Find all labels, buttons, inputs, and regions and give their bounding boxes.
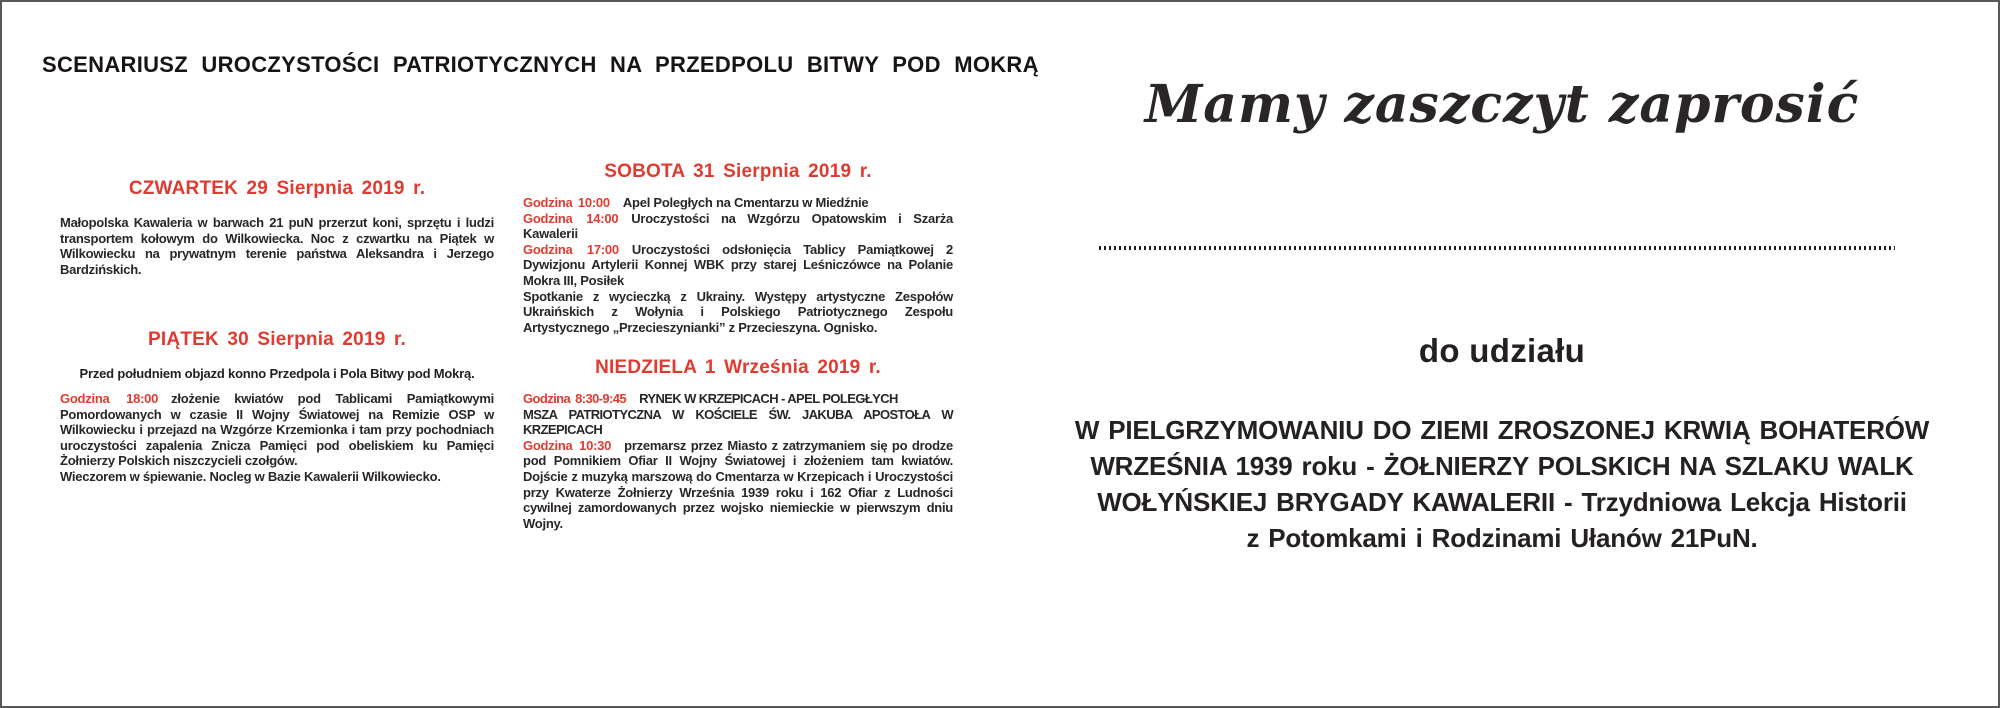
invitation-body-line: WRZEŚNIA 1939 roku - ŻOŁNIERZY POLSKICH NA SZLAKU WALK xyxy=(1090,451,1914,481)
schedule-entry xyxy=(523,391,953,407)
invitation-body-line: z Potomkami i Rodzinami Ułanów 21PuN. xyxy=(1246,523,1758,553)
entry-time: Godzina 18:00 xyxy=(60,391,159,406)
entry-text: Apel Poległych na Cmentarzu w Miedźnie xyxy=(622,195,869,210)
entry-time: Godzina 10:00 xyxy=(523,195,610,210)
schedule-entry xyxy=(523,242,953,289)
day-heading-niedziela: NIEDZIELA 1 Września 2019 r. xyxy=(595,357,881,378)
invitation-body-line: W PIELGRZYMOWANIU DO ZIEMI ZROSZONEJ KRWIĄ BOHATERÓW xyxy=(1074,415,1930,445)
entry-text: Uroczystości na Wzgórzu Opatowskim i Szarża Kawalerii xyxy=(523,210,953,242)
entry-text: przemarsz przez Miasto z zatrzymaniem się po drodze pod Pomnikiem Ofiar II Wojny Światowej i złożeniem tam kwiatów. Dojście z muzyką marszową do Cmentarza w Krzepicach i Uroczystości przy Kwaterze Żołnierzy Września 1939 roku i 162 Ofiar z Ludności cywilnej zamordowanych przez wojsko niemieckie w pierwszym dniu Wojny. xyxy=(523,437,953,531)
invitation-subheading: do udziału xyxy=(1418,332,1586,369)
entry-text: złożenie kwiatów pod Tablicami Pamiątkowymi Pomordowanych w czasie II Wojny Światowej na Remizie OSP w Wilkowiecku i przejazd na Wzgórze Krzemionka i tam przy pochodniach uroczystości zapalenia Znicza Pamięci pod obeliskiem ku Pamięci Żołnierzy Polskich niszczycieli czołgów. xyxy=(60,391,495,469)
entry-time: Godzina 14:00 xyxy=(523,210,619,226)
schedule-entry xyxy=(523,438,953,532)
day-heading-piatek: PIĄTEK 30 Sierpnia 2019 r. xyxy=(148,329,406,350)
document-title: SCENARIUSZ UROCZYSTOŚCI PATRIOTYCZNYCH NA PRZEDPOLU BITWY POD MOKRĄ xyxy=(42,52,1039,77)
day-intro: Przed południem objazd konno Przedpola i Pola Bitwy pod Mokrą. xyxy=(79,366,475,381)
schedule-entry xyxy=(60,391,494,469)
day-section-piatek xyxy=(60,329,494,485)
schedule-entry xyxy=(60,215,494,277)
entry-time: Godzina 8:30-9:45 xyxy=(523,391,627,406)
schedule-entry xyxy=(523,211,953,242)
invitation-body xyxy=(1032,412,1972,556)
entry-text: Małopolska Kawaleria w barwach 21 puN przerzut koni, sprzętu i ludzi transportem kołowym do Wilkowiecka. Noc z czwartku na Piątek w Wilkowiecku na prywatnym terenie państwa Aleksandra i Jerzego Bardzińskich. xyxy=(60,215,494,277)
entry-time: Godzina 10:30 xyxy=(523,437,612,453)
entry-text: RYNEK W KRZEPICACH - APEL POLEGŁYCH xyxy=(639,391,898,406)
day-section-sobota xyxy=(523,161,953,335)
schedule-entry xyxy=(523,407,953,438)
invitation-body-line: WOŁYŃSKIEJ BRYGADY KAWALERII - Trzydniowa Lekcja Historii xyxy=(1097,487,1907,517)
schedule-entry xyxy=(60,469,494,485)
invitation-panel xyxy=(1032,2,1972,708)
schedule-entry xyxy=(523,195,953,211)
day-section-czwartek xyxy=(60,178,494,277)
day-section-niedziela xyxy=(523,357,953,531)
invitation-script-heading: Mamy zaszczyt zaprosić xyxy=(1144,74,1860,135)
day-heading-sobota: SOBOTA 31 Sierpnia 2019 r. xyxy=(604,161,872,182)
schedule-entry xyxy=(523,289,953,336)
day-heading-czwartek: CZWARTEK 29 Sierpnia 2019 r. xyxy=(128,178,426,199)
dotted-fill-in-line xyxy=(1099,246,1895,250)
entry-time: Godzina 17:00 xyxy=(523,241,619,257)
entry-text: Spotkanie z wycieczką z Ukrainy. Występy artystyczne Zespołów Ukraińskich z Wołynia i Polskiego Patriotycznego Zespołu Artystycznego „Przecieszynianki” z Przecieszyna. Ognisko. xyxy=(523,288,953,335)
entry-text: Uroczystości odsłonięcia Tablicy Pamiątkowej 2 Dywizjonu Artylerii Konnej WBK przy starej Leśniczówce na Polanie Mokra III, Posiłek xyxy=(523,241,954,288)
entry-text: MSZA PATRIOTYCZNA W KOŚCIELE ŚW. JAKUBA APOSTOŁA W KRZEPICACH xyxy=(523,406,953,438)
entry-text: Wieczorem w śpiewanie. Nocleg w Bazie Kawalerii Wilkowiecko. xyxy=(60,468,441,484)
